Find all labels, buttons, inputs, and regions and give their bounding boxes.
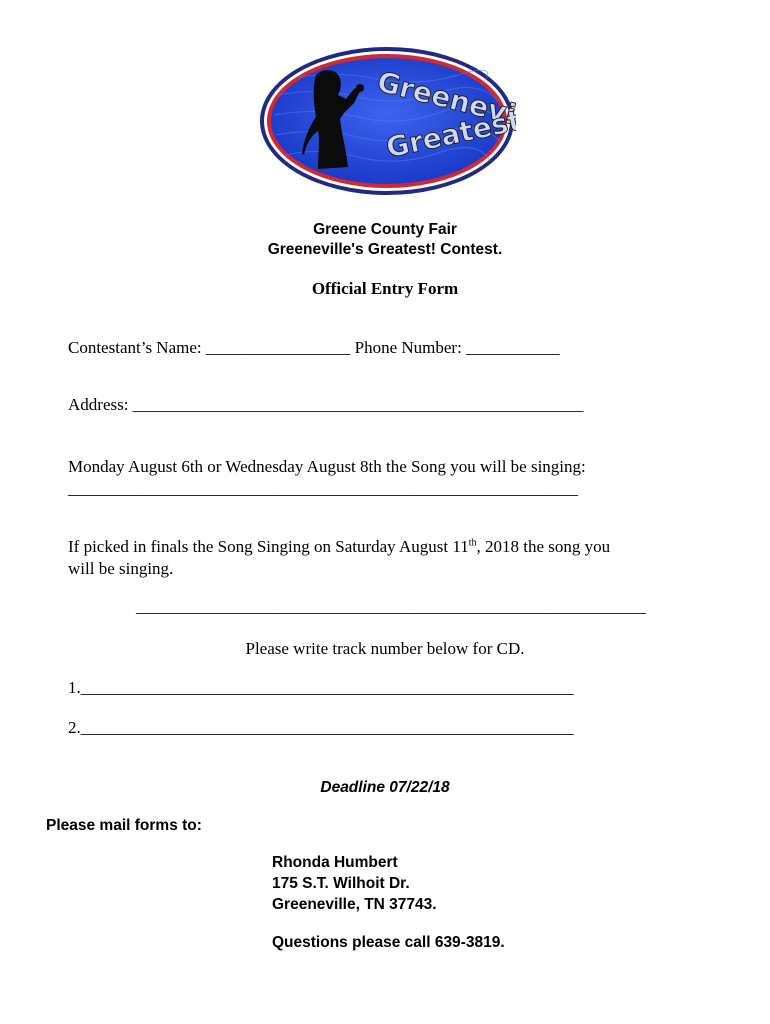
track-1-line[interactable]: 1.__________________________________________________________ xyxy=(68,678,574,697)
track-2-line[interactable]: 2.__________________________________________________________ xyxy=(68,718,574,737)
greenevilles-greatest-logo xyxy=(258,45,516,197)
questions-phone: Questions please call 639-3819. xyxy=(272,934,505,951)
mail-label: Please mail forms to: xyxy=(46,817,202,834)
address-field[interactable]: Address: _____________________________________________________ xyxy=(68,395,584,414)
monday-song-prompt: Monday August 6th or Wednesday August 8th the Song you will be singing: xyxy=(68,457,586,476)
form-title: Official Entry Form xyxy=(311,279,459,298)
address-street: 175 S.T. Wilhoit Dr. xyxy=(272,875,410,892)
contest-name: Greeneville's Greatest! Contest. xyxy=(267,241,503,258)
fair-name: Greene County Fair xyxy=(313,221,457,238)
address-name: Rhonda Humbert xyxy=(272,854,398,871)
finals-song-prompt-line2: will be singing. xyxy=(68,559,174,578)
logo-text-line1: Greeneville's xyxy=(373,64,516,147)
deadline: Deadline 07/22/18 xyxy=(320,779,450,796)
finals-song-line[interactable]: ____________________________________________________________ xyxy=(136,597,646,616)
logo-text-line2: Greatest! xyxy=(383,101,516,165)
name-phone-fields[interactable]: Contestant’s Name: _________________ Phone Number: ___________ xyxy=(68,338,560,357)
finals-song-prompt: If picked in finals the Song Singing on Saturday August 11th, 2018 the song you xyxy=(68,537,611,556)
track-instruction: Please write track number below for CD. xyxy=(245,639,525,658)
address-city: Greeneville, TN 37743. xyxy=(272,896,437,913)
monday-song-line[interactable]: ____________________________________________________________ xyxy=(68,479,578,498)
